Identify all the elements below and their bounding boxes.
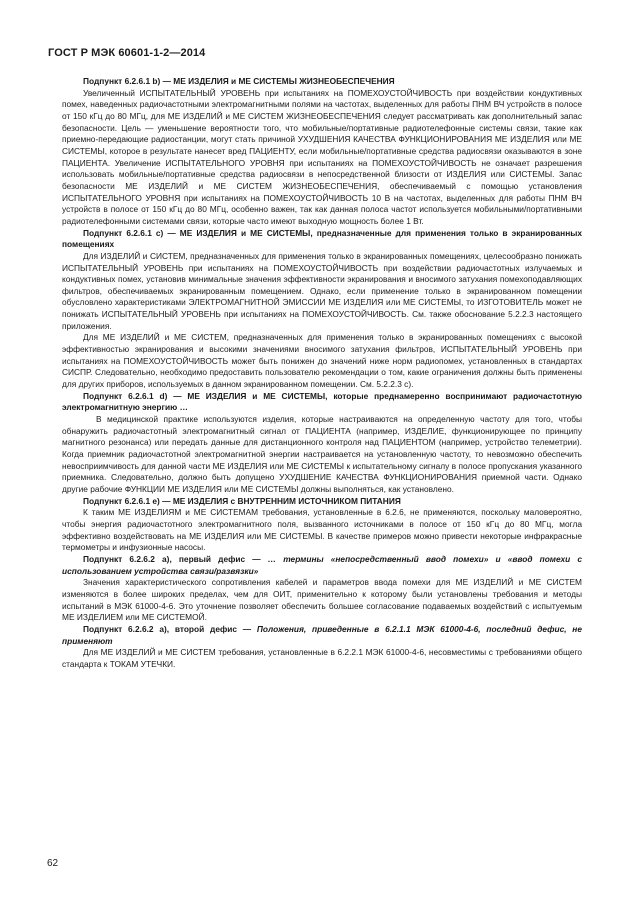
heading-prefix: Подпункт 6.2.6.2 а), первый дефис — (83, 553, 268, 564)
paragraph: Для МЕ ИЗДЕЛИЙ и МЕ СИСТЕМ требования, установленные в 6.2.2.1 МЭК 61000-4-6, несовместимы с требованиями общего стандарта к ТОКАМ УТЕЧКИ. (62, 647, 582, 669)
heading-italic: … термины «непосредственный ввод помехи» и «ввод помехи с использованием устройства связи/развязки» (62, 553, 583, 576)
section-heading: Подпункт 6.2.6.1 b) — МЕ ИЗДЕЛИЯ и МЕ СИСТЕМЫ ЖИЗНЕОБЕСПЕЧЕНИЯ (83, 76, 395, 86)
heading-italic: Положения, приведенные в 6.2.1.1 МЭК 61000-4-6, последний дефис, не применяют (62, 623, 582, 646)
section-heading: Подпункт 6.2.6.1 d) — МЕ ИЗДЕЛИЯ и МЕ СИСТЕМЫ, которые преднамеренно воспринимают радиочастотную электромагнитную энергию … (62, 390, 582, 413)
standard-header: ГОСТ Р МЭК 60601-1-2—2014 (48, 47, 206, 59)
paragraph: Для МЕ ИЗДЕЛИЙ и МЕ СИСТЕМ, предназначенных для применения только в экранированных помещениях с высокой эффективностью экранирования и высокими значениями вносимого затухания фильтров, ИСПЫТАТЕЛЬНЫЙ УРОВЕНЬ при испытаниях на ПОМЕХОУСТОЙЧИВОСТЬ может быть понижен до значений ниже норм радиопомех, установленных в стандартах СИСПР. Следовательно, необходимо предоставить пользователю рекомендации о том, какие ограничения должны быть применены для других приборов, используемых в данном экранированном помещении. См. 5.2.2.3 c). (62, 332, 582, 390)
paragraph: Для ИЗДЕЛИЙ и СИСТЕМ, предназначенных для применения только в экранированных помещениях, целесообразно понижать ИСПЫТАТЕЛЬНЫЙ УРОВЕНЬ при испытаниях на ПОМЕХОУСТОЙЧИВОСТЬ при воздействии радиочастотных излучаемых и кондуктивных помех, установив минимальные значения эффективности экранирования и вносимого затухания помехоподавляющих фильтров, обеспечиваемых экранированным помещением. Однако, если применение только в экранированном помещении обусловлено характеристиками ЭЛЕКТРОМАГНИТНОЙ ЭМИССИИ МЕ ИЗДЕЛИЯ или МЕ СИСТЕМЫ, то ИЗГОТОВИТЕЛЬ может не понижать ИСПЫТАТЕЛЬНЫЙ УРОВЕНЬ при испытаниях на ПОМЕХОУСТОЙЧИВОСТЬ. См. также обоснование 5.2.2.3 настоящего приложения. (62, 250, 582, 331)
paragraph: К таким МЕ ИЗДЕЛИЯМ и МЕ СИСТЕМАМ требования, установленные в 6.2.6, не применяются, поскольку маловероятно, чтобы энергия радиочастотного электромагнитного поля, вызванного источниками в полосе от 150 кГц до 80 МГц, могла эффективно воздействовать на МЕ ИЗДЕЛИЯ или МЕ СИСТЕМЫ. В качестве примеров можно привести некоторые инфракрасные термометры и инфузионные насосы. (62, 507, 582, 553)
page-number: 62 (47, 858, 59, 869)
paragraph: Значения характеристического сопротивления кабелей и параметров ввода помехи для МЕ ИЗДЕЛИЙ и МЕ СИСТЕМ изменяются в более широких пределах, чем для ОИТ, применительно к которому были установлены требования и методы испытаний в МЭК 61000-4-6. Это уточнение позволяет обеспечить большее согласование подаваемых воздействий с испытуемым МЕ ИЗДЕЛИЕМ или МЕ СИСТЕМОЙ. (62, 577, 582, 623)
section-heading (62, 624, 582, 647)
paragraph: Увеличенный ИСПЫТАТЕЛЬНЫЙ УРОВЕНЬ при испытаниях на ПОМЕХОУСТОЙЧИВОСТЬ при воздействии кондуктивных помех, наведенных радиочастотными электромагнитными полями на частотах, выделенных для работы ПНМ ВЧ устройств в полосе от 150 кГц до 80 МГц, для МЕ ИЗДЕЛИЙ и МЕ СИСТЕМ ЖИЗНЕОБЕСПЕЧЕНИЯ следует рассматривать как дополнительный запас безопасности. Цель — уменьшение вероятности того, что мобильные/портативные радиотелефонные системы связи, такие как приемно-передающие радиостанции, могут стать причиной УХУДШЕНИЯ КАЧЕСТВА ФУНКЦИОНИРОВАНИЯ МЕ ИЗДЕЛИЯ или МЕ СИСТЕМЫ, которое в результате нанесет вред ПАЦИЕНТУ, если мобильные/портативные средства радиосвязи оказываются в зоне ПАЦИЕНТА. Увеличение ИСПЫТАТЕЛЬНОГО УРОВНЯ при испытаниях на ПОМЕХОУСТОЙЧИВОСТЬ не означает разрешения использовать мобильные/портативные средства радиосвязи в непосредственной близости от ИЗДЕЛИЯ или СИСТЕМЫ. Запас безопасности МЕ ИЗДЕЛИЙ и МЕ СИСТЕМ ЖИЗНЕОБЕСПЕЧЕНИЯ, обеспечиваемый с помощью установления ИСПЫТАТЕЛЬНОГО УРОВНЯ при испытаниях на ПОМЕХОУСТОЙЧИВОСТЬ 10 В на частотах, выделенных для работы ПНМ ВЧ устройств в полосе от 150 кГц до 80 МГц, особенно важен, так как данная полоса частот используется мобильными/портативными радиотелефонными системами связи, которые часто имеют выходную мощность более 1 Вт. (62, 87, 582, 226)
paragraph: В медицинской практике используются изделия, которые настраиваются на определенную частоту для того, чтобы обнаружить радиочастотный электромагнитный сигнал от ПАЦИЕНТА (например, ИЗДЕЛИЕ, функционирующее по принципу магнитного резонанса) или передать данные для дистанционного контроля над ПАЦИЕНТОМ (например, устройство телеметрии). Когда приемник радиочастотной электромагнитной энергии настраивается на установленную частоту, то невозможно обеспечить невосприимчивость для данной части МЕ ИЗДЕЛИЯ или МЕ СИСТЕМЫ к испытательному сигналу в полосе пропускания указанного приемника. Следовательно, должно быть допущено УХУДШЕНИЕ КАЧЕСТВА ФУНКЦИОНИРОВАНИЯ приемной части. Однако другие рабочие ФУНКЦИИ МЕ ИЗДЕЛИЯ или МЕ СИСТЕМЫ должны выполняться, как установлено. (62, 414, 582, 494)
page-content (62, 76, 582, 670)
section-heading: Подпункт 6.2.6.1 e) — МЕ ИЗДЕЛИЯ с ВНУТРЕННИМ ИСТОЧНИКОМ ПИТАНИЯ (83, 495, 401, 506)
heading-prefix: Подпункт 6.2.6.2 а), второй дефис — (83, 623, 257, 634)
section-heading: Подпункт 6.2.6.1 c) — МЕ ИЗДЕЛИЯ и МЕ СИСТЕМЫ, предназначенные для применения только в экранированных помещениях (62, 227, 582, 250)
section-heading (62, 554, 582, 577)
